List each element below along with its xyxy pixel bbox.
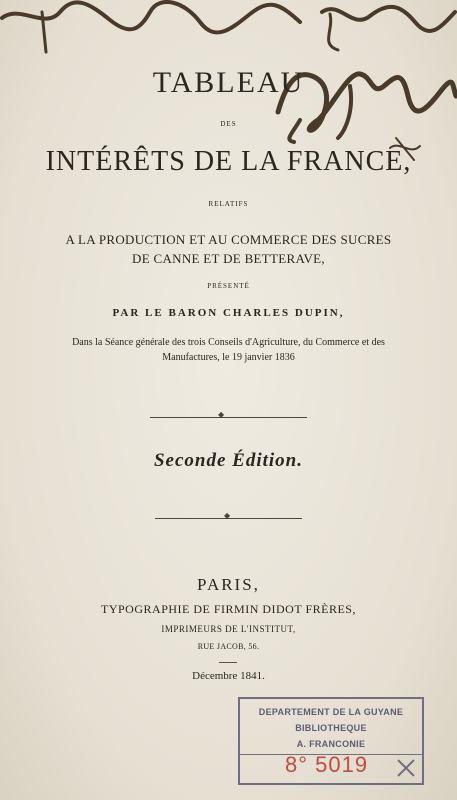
imprint-printer: TYPOGRAPHIE DE FIRMIN DIDOT FRÈRES, — [101, 602, 356, 616]
subtitle: INTÉRÊTS DE LA FRANCE, — [45, 146, 412, 177]
production-line-1: A LA PRODUCTION ET AU COMMERCE DES SUCRES — [65, 232, 392, 247]
relatifs-label: RELATIFS — [208, 200, 249, 208]
imprint-date: Décembre 1841. — [192, 670, 265, 682]
author-line: PAR LE BARON CHARLES DUPIN, — [112, 307, 345, 319]
stamp-line-3: A. FRANCONIE — [296, 739, 366, 749]
imprint-printer-role: IMPRIMEURS DE L'INSTITUT, — [161, 624, 296, 634]
presente-label: PRÉSENTÉ — [207, 282, 250, 290]
seance-line-1: Dans la Séance générale des trois Conseils d'Agriculture, du Commerce et des — [72, 337, 385, 348]
edition-label: Seconde Édition. — [153, 450, 303, 471]
imprint-address: RUE JACOB, 56. — [197, 642, 260, 651]
seance-line-2: Manufactures, le 19 janvier 1836 — [162, 352, 295, 363]
title: TABLEAU — [152, 66, 305, 99]
call-number: 8° 5019 — [285, 752, 369, 777]
imprint-city: PARIS, — [197, 575, 260, 594]
production-line-2: DE CANNE ET DE BETTERAVE, — [132, 251, 325, 266]
ornament-diamond-1: ◆ — [218, 410, 225, 419]
ornament-diamond-2: ◆ — [224, 511, 231, 520]
title-des: DES — [220, 120, 237, 128]
stamp-line-1: DEPARTEMENT DE LA GUYANE — [258, 707, 404, 717]
stamp-line-2: BIBLIOTHEQUE — [295, 723, 367, 733]
